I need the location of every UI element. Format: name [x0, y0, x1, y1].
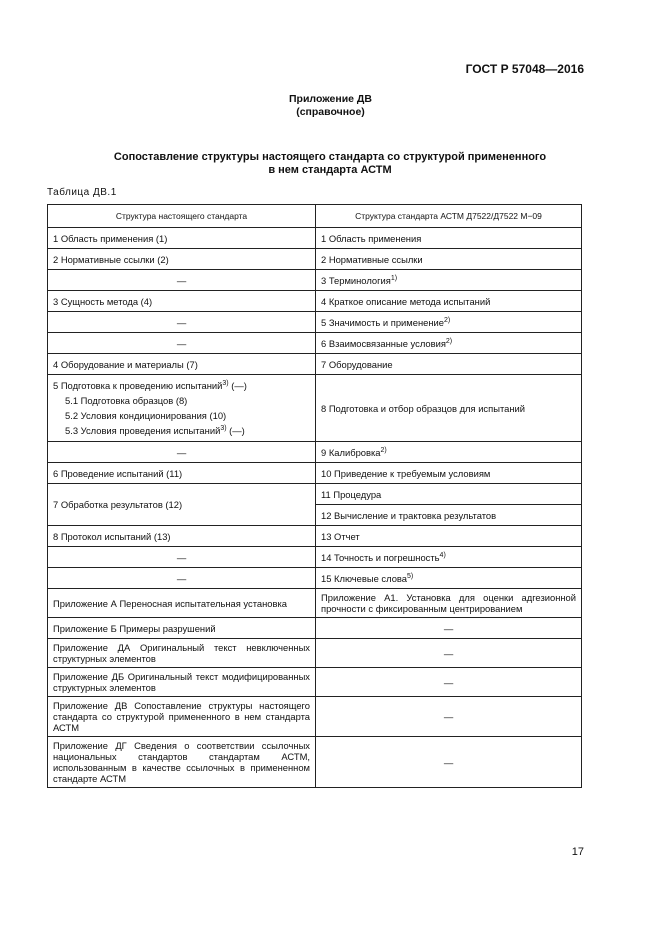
footnote-ref: 5) — [407, 572, 414, 580]
cell-left: Приложение А Переносная испытательная установка — [48, 589, 316, 618]
table-row — [48, 354, 582, 375]
cell-left: Приложение ДА Оригинальный текст невключенных структурных элементов — [48, 639, 316, 668]
table-row — [48, 526, 582, 547]
cell-right: Приложение А1. Установка для оценки адгезионной прочности с фиксированным центрированием — [316, 589, 582, 618]
table-row — [48, 484, 582, 505]
cell-right — [316, 442, 582, 463]
cell-right-dash: — — [316, 737, 582, 788]
cell-left: Приложение ДБ Оригинальный текст модифицированных структурных элементов — [48, 668, 316, 697]
cell-left: 8 Протокол испытаний (13) — [48, 526, 316, 547]
cell-right: 4 Краткое описание метода испытаний — [316, 291, 582, 312]
cell-left: 2 Нормативные ссылки (2) — [48, 249, 316, 270]
cell-right-dash: — — [316, 697, 582, 737]
cell-text-tail: (—) — [226, 425, 245, 436]
cell-left: 4 Оборудование и материалы (7) — [48, 354, 316, 375]
footnote-ref: 4) — [439, 551, 446, 559]
cell-text-tail: (—) — [228, 380, 247, 391]
cell-right — [316, 547, 582, 568]
cell-left: 1 Область применения (1) — [48, 228, 316, 249]
table-header-row — [48, 205, 582, 228]
cell-left-dash: — — [48, 270, 316, 291]
table-row — [48, 737, 582, 788]
table-row — [48, 463, 582, 484]
sub-item: 5.1 Подготовка образцов (8) — [65, 395, 188, 406]
footnote-ref: 2) — [445, 337, 453, 345]
appendix-type: (справочное) — [296, 106, 365, 118]
cell-text: 14 Точность и погрешность — [321, 551, 440, 563]
table-row — [48, 639, 582, 668]
cell-right: 11 Процедура — [316, 484, 582, 505]
table-row — [48, 589, 582, 618]
sub-item — [53, 423, 310, 438]
sub-item: 5.2 Условия кондиционирования (10) — [65, 410, 227, 421]
appendix-heading — [0, 93, 661, 119]
cell-text: 3 Терминология — [321, 274, 391, 286]
cell-right: 10 Приведение к требуемым условиям — [316, 463, 582, 484]
cell-text: 6 Взаимосвязанные условия — [321, 337, 446, 349]
table-row — [48, 249, 582, 270]
cell-left — [48, 375, 316, 442]
table-row — [48, 270, 582, 291]
cell-right: 13 Отчет — [316, 526, 582, 547]
table-row — [48, 618, 582, 639]
cell-left: Приложение ДВ Сопоставление структуры настоящего стандарта со структурой примененного в нем стандарта АСТМ — [48, 697, 316, 737]
table-row — [48, 668, 582, 697]
table-row — [48, 291, 582, 312]
table-label: Таблица ДВ.1 — [47, 187, 117, 198]
cell-right: 2 Нормативные ссылки — [316, 249, 582, 270]
footnote-ref: 3) — [220, 424, 227, 432]
cell-text: 5 Подготовка к проведению испытаний — [53, 380, 223, 391]
cell-right — [316, 568, 582, 589]
cell-right: 1 Область применения — [316, 228, 582, 249]
column-header-left: Структура настоящего стандарта — [48, 205, 316, 228]
table-row — [48, 333, 582, 354]
cell-right-dash: — — [316, 639, 582, 668]
structure-comparison-table — [47, 204, 582, 788]
table-row — [48, 697, 582, 737]
title-line-1: Сопоставление структуры настоящего стандарта со структурой примененного — [113, 151, 547, 163]
cell-right-dash: — — [316, 618, 582, 639]
column-header-right: Структура стандарта АСТМ Д7522/Д7522 М−09 — [316, 205, 582, 228]
cell-right: 7 Оборудование — [316, 354, 582, 375]
cell-text: 5.3 Условия проведения испытаний — [65, 425, 221, 436]
cell-right-dash: — — [316, 668, 582, 697]
cell-left: Приложение ДГ Сведения о соответствии ссылочных национальных стандартов стандартам АСТМ, использованным в качестве ссылочных в примененном стандарте АСТМ — [48, 737, 316, 788]
document-title — [80, 151, 580, 177]
appendix-title: Приложение ДВ — [289, 93, 372, 105]
cell-text: 9 Калибровка — [321, 446, 381, 458]
cell-right — [316, 333, 582, 354]
table-row — [48, 568, 582, 589]
table-row — [48, 228, 582, 249]
title-line-2: в нем стандарта АСТМ — [268, 164, 392, 176]
cell-right — [316, 312, 582, 333]
table-row — [48, 312, 582, 333]
cell-left: 7 Обработка результатов (12) — [48, 484, 316, 526]
table-row — [48, 547, 582, 568]
standard-code: ГОСТ Р 57048—2016 — [465, 62, 584, 76]
cell-left: Приложение Б Примеры разрушений — [48, 618, 316, 639]
cell-right: 8 Подготовка и отбор образцов для испытаний — [316, 375, 582, 442]
cell-right: 12 Вычисление и трактовка результатов — [316, 505, 582, 526]
table-row — [48, 375, 582, 442]
table-row — [48, 442, 582, 463]
cell-left-dash: — — [48, 442, 316, 463]
cell-right — [316, 270, 582, 291]
page-number: 17 — [571, 846, 584, 858]
cell-left-dash: — — [48, 333, 316, 354]
footnote-ref: 1) — [390, 274, 398, 282]
cell-text: 15 Ключевые слова — [321, 572, 407, 584]
cell-left-dash: — — [48, 547, 316, 568]
cell-text: 5 Значимость и применение — [321, 316, 444, 328]
cell-left-dash: — — [48, 312, 316, 333]
footnote-ref: 2) — [443, 316, 451, 324]
cell-left: 6 Проведение испытаний (11) — [48, 463, 316, 484]
cell-left-dash: — — [48, 568, 316, 589]
footnote-ref: 3) — [222, 379, 229, 387]
footnote-ref: 2) — [380, 446, 387, 454]
cell-left: 3 Сущность метода (4) — [48, 291, 316, 312]
